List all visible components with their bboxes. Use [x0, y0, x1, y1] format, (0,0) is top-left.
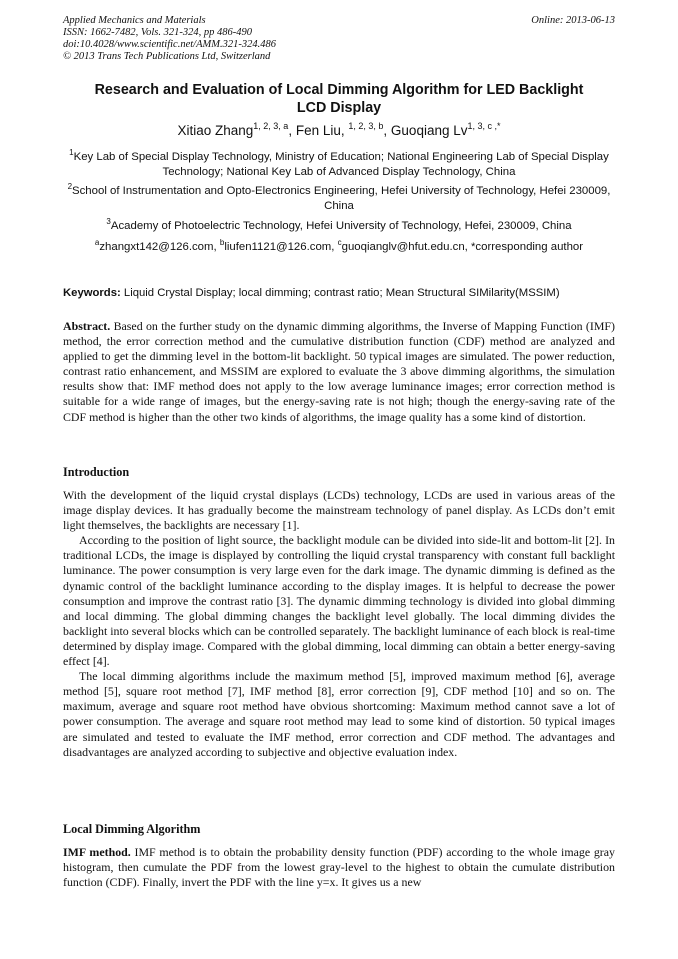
title-line-1: Research and Evaluation of Local Dimming Algorithm for LED Backlight	[94, 82, 584, 98]
abstract	[63, 319, 615, 425]
keywords-label: Keywords:	[63, 287, 121, 299]
author-2-sup: 1, 2, 3, b	[348, 121, 384, 131]
author-list: Xitiao Zhang$^{1, 2, 3, a}$, Fen Liu, $^{1, 2, 3, b}$, Guoqiang $Lv^{1, 3, c ,*}$	[177, 121, 501, 138]
introduction-body	[63, 488, 615, 760]
online-date: Online: 2013-06-13	[531, 15, 615, 26]
intro-paragraph-1: With the development of the liquid crystal displays (LCDs) technology, LCDs are used in various areas of the image display devices. It has gradually become the mainstream technology of panel display. As LCDs don’t emit light themselves, the backlights are necessary [1].	[63, 488, 615, 533]
author-3-name: Guoqiang Lv	[390, 123, 468, 138]
author-1-name: Xitiao Zhang	[177, 123, 254, 138]
affiliation-1-sup: 1	[69, 148, 74, 157]
keywords-text: Liquid Crystal Display; local dimming; contrast ratio; Mean Structural SIMilarity(MSSIM)	[123, 287, 560, 299]
author-3-sup: 1, 3, c ,*	[467, 121, 501, 131]
email-line	[62, 240, 616, 255]
email-b[interactable]: liufen1121@126.com,	[224, 241, 335, 253]
imf-label: IMF method.	[63, 845, 131, 859]
email-a[interactable]: zhangxt142@126.com,	[99, 241, 217, 253]
author-1-sup: 1, 2, 3, a	[253, 121, 289, 131]
affiliation-3-text: Academy of Photoelectric Technology, Hefei University of Technology, Hefei, 230009, China	[110, 220, 572, 232]
email-b-sup: b	[219, 238, 225, 247]
title-line-2: LCD Display	[296, 100, 382, 116]
imf-method-body	[63, 845, 615, 890]
affiliation-3	[62, 219, 616, 234]
imf-text: IMF method is to obtain the probability density function (PDF) according to the whole image gray histogram, then cumulate the PDF from the lowest gray-level to the highest to obtain the cumulate distribution function (CDF). Finally, invert the PDF with the line y=x. It gives us a new	[63, 845, 615, 890]
journal-name: Applied Mechanics and Materials	[63, 15, 206, 26]
keywords	[63, 286, 623, 300]
abstract-label: Abstract.	[63, 319, 111, 333]
email-c-sup: c	[337, 238, 342, 247]
abstract-text: Based on the further study on the dynamic dimming algorithms, the Inverse of Mapping Function (IMF) method, the error correction method and the cumulative distribution function (CDF) method are analyzed and applied to get the dimming level in the bottom-lit backlight. 50 typical images are simulated. The power reduction, contrast ratio enhancement, and MSSIM are explored to evaluate the 3 above dimming algorithms, the simulation results show that: IMF method does not apply to the low average luminance images; error correction method is suitable for a wide range of images, but the energy-saving rate is not high; though the energy-saving rate of the CDF method is higher than the other two kinds of algorithms, the image quality has a some kind of distortion.	[63, 319, 615, 424]
author-2-name: Fen Liu,	[295, 123, 345, 138]
intro-paragraph-2: According to the position of light source, the backlight module can be divided into side-lit and bottom-lit [2]. In traditional LCDs, the image is displayed by controlling the liquid crystal transparency with constant full backlight luminance. The power consumption is very large even for the dark image. The dynamic dimming is defined as the dynamic control of the backlight luminance according to the display images. It is helpful to decrease the power consumption and improve the contrast ratio [3]. The dynamic dimming technology is divided into global dimming and local dimming. The global dimming changes the backlight level globally. The local dimming divides the backlight into several blocks which can be controlled separately. The backlight luminance of each block is real-time determined by display image. Compared with the global dimming, local dimming can obtain a better energy-saving effect [4].	[63, 533, 615, 669]
email-a-sup: a	[94, 238, 100, 247]
affiliation-3-sup: 3	[106, 217, 111, 226]
affiliation-2-text: School of Instrumentation and Opto-Electronics Engineering, Hefei University of Technology, Hefei 230009, China	[72, 185, 611, 212]
paper-title	[58, 81, 620, 117]
journal-header	[63, 15, 615, 63]
issn-line: ISSN: 1662-7482, Vols. 321-324, pp 486-490	[63, 27, 252, 38]
affiliation-2	[62, 184, 616, 214]
affiliation-2-sup: 2	[67, 182, 73, 191]
copyright-line: © 2013 Trans Tech Publications Ltd, Switzerland	[63, 51, 271, 62]
doi-line[interactable]: doi:10.4028/www.scientific.net/AMM.321-324.486	[63, 39, 276, 50]
introduction-heading: Introduction	[63, 465, 130, 479]
email-c[interactable]: guoqianglv@hfut.edu.cn, *corresponding author	[341, 241, 584, 253]
local-dimming-heading: Local Dimming Algorithm	[63, 822, 201, 836]
intro-paragraph-3: The local dimming algorithms include the maximum method [5], improved maximum method [6], average method [5], square root method [7], IMF method [8], error correction [9], CDF method [10] and so on. The maximum, average and square root method have obvious shortcoming: Maximum method cannot save a lot of power consumption. The average and square root method may lead to some kind of distortion. 50 typical images are simulated and tested to evaluate the IMF method, error correction and CDF method. The advantages and disadvantages are analyzed according to subjective and objective evaluation index.	[63, 669, 615, 759]
affiliation-1-text: Key Lab of Special Display Technology, Ministry of Education; National Engineering Lab of Special Display Technology; National Key Lab of Advanced Display Technology, China	[73, 151, 609, 178]
affiliation-1	[62, 150, 616, 180]
